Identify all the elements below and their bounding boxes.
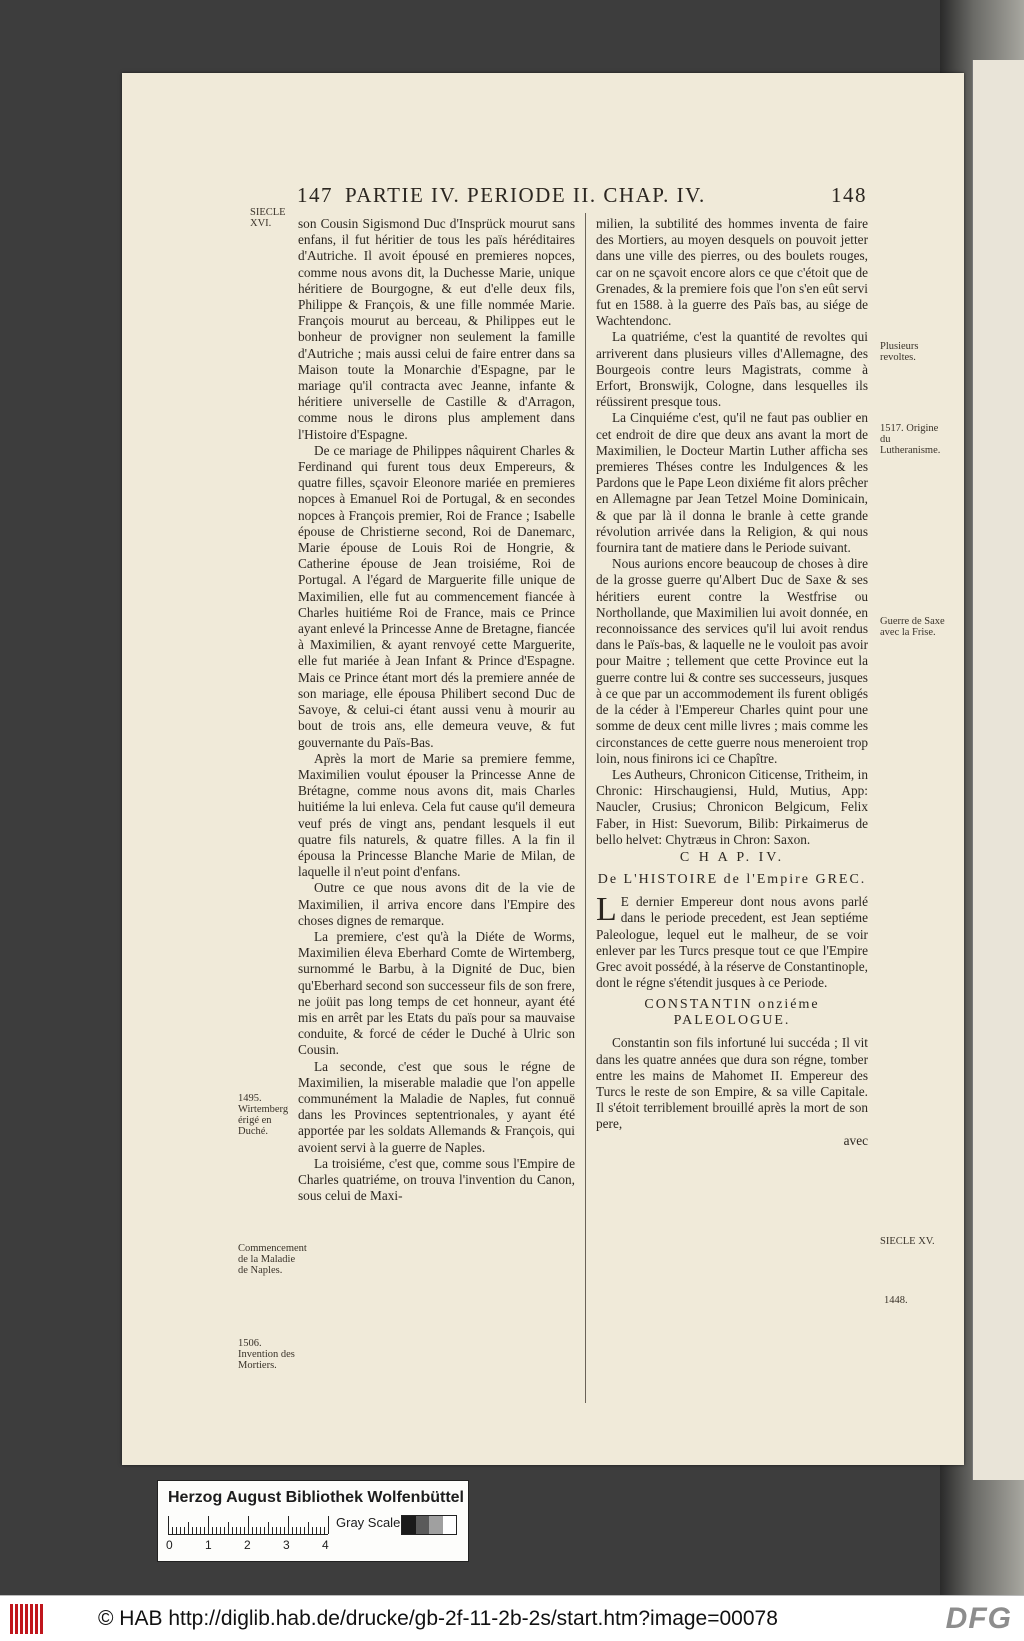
ruler-tick: [272, 1527, 273, 1534]
ruler-number: 2: [244, 1538, 251, 1552]
facing-page-edge: [972, 60, 1024, 1480]
ruler-tick: [228, 1522, 229, 1534]
ruler-tick: [168, 1516, 169, 1534]
margin-note-siecle-xvi: SIECLE XVI.: [250, 207, 286, 229]
dfg-logo: DFG: [945, 1602, 1012, 1635]
paragraph: Nous aurions encore beaucoup de choses à dire de la grosse guerre qu'Albert Duc de Saxe & ses héritiers eurent contre la Westfrise ou Northollande, que Maximilien lui avoit donnée, en reconnoissance des services qu'il lui avoit rendus dans le Païs-bas, & laquelle ne le vouloit pas avoir pour Maitre ; tellement que cette Province eut la guerre contre lui & contre ses successeurs, jusques à ce que par un accommodement ils furent obligés de la céder à l'Empereur Charles quint pour une somme de deux cent mille livres ; mais comme les circonstances de cette guerre nous meneroient trop loin, nous finirons ici ce Chapître.: [596, 556, 868, 766]
ruler-tick: [172, 1527, 173, 1534]
ruler-number: 1: [205, 1538, 212, 1552]
paragraph: Après la mort de Marie sa premiere femme, Maximilien voulut épouser la Princesse Anne de Brétagne, comme nous avons dit, mais Charles huitiéme la lui enleva. Cela fut cause qu'il demeura veuf prés de vingt ans, pendant lesquels il eut quatre fils naturels, & quatre filles. A la fin il épousa la Princesse Blanche Marie de Milan, de laquelle il n'eut point d'enfans.: [298, 750, 575, 880]
ruler-tick: [192, 1527, 193, 1534]
ruler-tick: [312, 1527, 313, 1534]
margin-note-wirtemberg: 1495. Wirtemberg érigé en Duché.: [238, 1093, 289, 1137]
ruler-tick: [308, 1522, 309, 1534]
ruler-tick: [276, 1527, 277, 1534]
ruler-tick: [208, 1516, 209, 1534]
page-number-left: 147: [297, 183, 333, 207]
section-heading: De L'HISTOIRE de l'Empire GREC.: [597, 872, 867, 888]
ruler-tick: [176, 1527, 177, 1534]
swatch-black: [402, 1516, 416, 1534]
margin-note-revoltes: Plusieurs revoltes.: [880, 341, 919, 363]
grayscale-swatch: [401, 1515, 457, 1535]
ruler-tick: [260, 1527, 261, 1534]
paragraph: milien, la subtilité des hommes inventa de faire des Mortiers, au moyen desquels on pouvoit jetter dans une ville des pierres, ou des boulets rouges, car on ne sçavoit encore alors ce que c'étoit que de Grenades, & la premiere fois que l'on s'en eût servi fut en 1588. à la guerre des Païs bas, au siége de Wachtendonc.: [596, 216, 868, 329]
ruler-numbers: [166, 1538, 336, 1554]
paragraph: La troisiéme, c'est que, comme sous l'Empire de Charles quatriéme, on trouva l'invention du Canon, sous celui de Maxi-: [298, 1155, 575, 1204]
ruler-tick: [204, 1527, 205, 1534]
running-title: PARTIE IV. PERIODE II. CHAP. IV.: [345, 183, 706, 207]
ruler-tick: [328, 1516, 329, 1534]
ruler-tick: [212, 1527, 213, 1534]
paragraph: son Cousin Sigismond Duc d'Insprück mourut sans enfans, il fut héritier de tous les païs héréditaires d'Autriche. Il avoit épousé en premieres nopces, comme nous avons dit, la Duchesse Marie, unique héritiere de Bourgogne, & eut d'elle deux fils, Philippe & François, & une fille nommée Marie. François mourut au berceau, & Philippes eut le bonheur de provigner non seulement la famille d'Autriche ; mais aussi celui de faire entrer dans sa Maison toute la Monarchie d'Espagne, par le mariage qu'il contracta avec Jeanne, infante & héritiere universelle de Castille & d'Arragon, comme nous le dirons plus amplement dans l'Histoire d'Espagne.: [298, 216, 575, 442]
book-page: [122, 73, 964, 1465]
margin-note-1448: 1448.: [884, 1295, 908, 1306]
page-number-right: 148: [831, 183, 867, 207]
running-header: [297, 183, 867, 209]
paragraph: La seconde, c'est que sous le régne de Maximilien, la miserable maladie que l'on appelle communément la Maladie de Naples, fut connuë dans les Provinces septentrionales, y ayant été apportée par les soldats Allemands & François, qui avoient servi à la guerre de Naples.: [298, 1058, 575, 1155]
ruler-tick: [232, 1527, 233, 1534]
ruler-tick: [236, 1527, 237, 1534]
ruler-tick: [292, 1527, 293, 1534]
ruler-tick: [248, 1516, 249, 1534]
ruler-tick: [320, 1527, 321, 1534]
ruler-tick: [200, 1527, 201, 1534]
chapter-heading: C H A P. IV.: [679, 849, 785, 865]
paragraph: Les Autheurs, Chronicon Citicense, Tritheim, in Chronic: Hirschaugiensi, Huld, Mutius, App: Naucler, Crusius; Chronicon Belgicum, Felix Faber, in Hist: Suevorum, Bilib: Pirkaimerus de bello helvet: Chytræus in Chron: Saxon.: [596, 766, 868, 847]
hab-logo-icon: [10, 1604, 46, 1634]
intro-paragraph: [596, 891, 868, 991]
ruler-tick: [280, 1527, 281, 1534]
scale-ruler: [168, 1517, 328, 1535]
source-url-link[interactable]: © HAB http://diglib.hab.de/drucke/gb-2f-11-2b-2s/start.htm?image=00078: [98, 1607, 778, 1630]
library-name: Herzog August Bibliothek Wolfenbüttel: [168, 1489, 464, 1506]
ruler-tick: [180, 1527, 181, 1534]
ruler-tick: [240, 1527, 241, 1534]
swatch-white: [443, 1516, 457, 1534]
column-divider: [585, 213, 586, 1403]
paragraph: La premiere, c'est qu'à la Diéte de Worms, Maximilien éleva Eberhard Comte de Wirtemberg, surnommé le Barbu, à la Dignité de Duc, bien qu'Eberhard second son successeur fils de son frere, ne joüit pas long temps de cet honneur, ayant été mis en arrêt par les Etats du païs pour sa mauvaise conduite, & forcé de céder le Duché à Ulric son Cousin.: [298, 928, 575, 1058]
intro-text: E dernier Empereur dont nous avons parlé dans le periode precedent, est Jean septiéme Paleologue, lequel eut le malheur, de se voir enlever par les Turcs presque tout ce que l'Empire Grec avoit possédé, à la réserve de Constantinople, dont le régne s'étendit jusques à ce Periode.: [596, 894, 868, 991]
ruler-tick: [324, 1527, 325, 1534]
margin-note-maladie: Commencement de la Maladie de Naples.: [238, 1243, 307, 1276]
ruler-tick: [284, 1527, 285, 1534]
catchword: avec: [843, 1132, 868, 1148]
grayscale-label: Gray Scale: [336, 1515, 401, 1530]
right-column: [596, 216, 868, 1149]
ruler-tick: [296, 1527, 297, 1534]
ruler-number: 4: [322, 1538, 329, 1552]
ruler-tick: [300, 1527, 301, 1534]
ruler-tick: [264, 1527, 265, 1534]
swatch-dark-gray: [416, 1516, 430, 1534]
paragraph: Outre ce que nous avons dit de la vie de Maximilien, il arriva encore dans l'Empire des choses dignes de remarque.: [298, 880, 575, 928]
ruler-tick: [304, 1527, 305, 1534]
left-column: [298, 216, 575, 1204]
ruler-number: 0: [166, 1538, 173, 1552]
drop-cap: L: [596, 891, 617, 929]
library-label-card: [157, 1480, 469, 1562]
margin-note-siecle-xv: SIECLE XV.: [880, 1236, 935, 1247]
viewer-footer: [0, 1595, 1024, 1641]
ruler-tick: [244, 1527, 245, 1534]
ruler-tick: [220, 1527, 221, 1534]
paragraph: La Cinquiéme c'est, qu'il ne faut pas oublier en cet endroit de dire que deux ans avant la mort de Maximilien, le Docteur Martin Luther afficha ses premieres Théses contre les Indulgences & les Pardons que le Pape Leon dixiéme fit alors prêcher en Allemagne par Jean Tetzel Moine Dominicain, & que par là il donna le branle à cette grande révolution arrivée dans la Religion, & qui nous fournira tant de matiere dans le Periode suivant.: [596, 410, 868, 556]
ruler-tick: [216, 1527, 217, 1534]
subheading: CONSTANTIN onziéme PALEOLOGUE.: [644, 997, 820, 1029]
ruler-tick: [316, 1527, 317, 1534]
paragraph: De ce mariage de Philippes nâquirent Charles & Ferdinand qui furent tous deux Empereurs, & quatre filles, sçavoir Eleonore mariée en premieres nopces à Emanuel Roi de Portugal, & en secondes nopces à François premier, Roi de France ; Isabelle épouse de Christierne second, Roi de Danemarc, Marie épouse de Louis Roi de Hongrie, & Catherine épouse de Jean troisiéme, Roi de Portugal. A l'égard de Marguerite fille unique de Maximilien, elle fut au commencement fiancée à Charles huitiéme Roi de France, mais ce Prince ayant enlevé la Princesse Anne de Bretagne, fiancée à Maximilien, & ayant renvoyé cette Marguerite, elle fut mariée à Jean Infant & Prince d'Espagne. Mais ce Prince étant mort dés la premiere année de son mariage, elle épousa Philibert second Duc de Savoye, & celui-ci étant aussi venu à mourir au bout de trois ans, elle demeura veuve, & fut gouvernante du Païs-Bas.: [298, 442, 575, 750]
ruler-tick: [288, 1516, 289, 1534]
ruler-tick: [268, 1522, 269, 1534]
ruler-tick: [256, 1527, 257, 1534]
ruler-tick: [224, 1527, 225, 1534]
ruler-number: 3: [283, 1538, 290, 1552]
ruler-tick: [188, 1522, 189, 1534]
margin-note-mortiers: 1506. Invention des Mortiers.: [238, 1338, 295, 1371]
paragraph: Constantin son fils infortuné lui succéda ; Il vit dans les quatre années que dura son régne, tomber entre les mains de Mahomet II. Empereur des Turcs le reste de son Empire, & sa ville Capitale. Il s'étoit terriblement brouillé après la mort de son pere,: [596, 1035, 868, 1132]
ruler-tick: [184, 1527, 185, 1534]
margin-note-luther: 1517. Origine du Lutheranisme.: [880, 423, 941, 456]
ruler-tick: [196, 1527, 197, 1534]
margin-note-frise: Guerre de Saxe avec la Frise.: [880, 616, 945, 638]
swatch-light-gray: [429, 1516, 443, 1534]
ruler-tick: [252, 1527, 253, 1534]
paragraph: La quatriéme, c'est la quantité de revoltes qui arriverent dans plusieurs villes d'Allemagne, des Bourgeois contre leurs Magistrats, comme à Erfort, Bronswijk, Cologne, dans lesquelles ils réüssirent presque tous.: [596, 329, 868, 410]
